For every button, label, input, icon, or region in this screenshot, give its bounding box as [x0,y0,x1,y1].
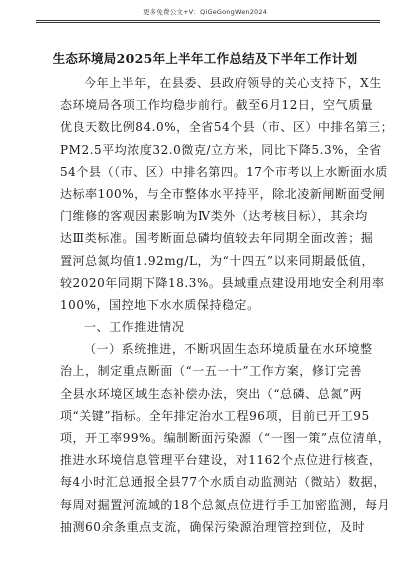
body-line: 54个县（（市、区）中排名第四。17个市考以上水断面水质 [60,164,388,179]
body-line: 每4小时汇总通报全县77个水质自动监测站（微站）数据， [60,475,386,490]
section-heading: 一、工作推进情况 [84,320,185,335]
body-line: 每周对掘置河流域的18个总氮点位进行手工加密监测，每月 [60,497,391,512]
body-line: 达标率100%，与全市整体水平持平，除北凌新闸断面受闸 [60,186,386,201]
header-rule-top [36,20,380,21]
body-line: 抽测60余条重点支流，确保污染源治理管控到位，及时 [60,519,366,534]
body-line: 达Ⅲ类标准。国考断面总磷均值较去年同期全面改善；掘 [60,231,374,246]
body-line: 项“关键”指标。全年排定治水工程96项，目前已开工95 [60,408,370,423]
page-header: 更多免费公文+V：QiGeGongWen2024 [142,8,268,16]
body-line: 今年上半年，在县委、县政府领导的关心支持下，X生 [84,76,382,90]
body-line: 推进水环境信息管理平台建设，对1162个点位进行核查， [60,453,382,468]
body-line: 态环境局各项工作均稳步前行。截至6月12日，空气质量 [60,98,374,113]
body-line: 全县水环境区域生态补偿办法，突出（“总磷、总氮”两 [60,386,363,401]
body-line: 优良天数比例84.0%，全省54个县（市、区）中排名第三； [60,120,394,135]
body-line: 置河总氮均值1.92mg/L，为“十四五”以来同期最低值， [60,253,375,268]
header-rule-bottom [36,22,380,23]
document-body [60,72,394,538]
body-line: PM2.5平均浓度32.0微克/立方米，同比下降5.3%，全省 [60,142,382,157]
body-line: 较2020年同期下降18.3%。县域重点建设用地安全利用率 [60,275,385,290]
body-line: 门维修的客观因素影响为Ⅳ类外（达考核目标），其余均 [60,209,368,224]
document-title: 生态环境局2025年上半年工作总结及下半年工作计划 [52,51,358,66]
body-line: 治上，制定重点断面（“一五一十”工作方案，修订完善 [60,364,363,379]
body-line: （一）系统推进，不断巩固生态环境质量在水环境整 [84,342,373,357]
body-line: 项，开工率99%。编制断面污染源（“一图一策”点位清单， [60,431,391,445]
body-line: 100%，国控地下水水质保持稳定。 [60,297,260,312]
